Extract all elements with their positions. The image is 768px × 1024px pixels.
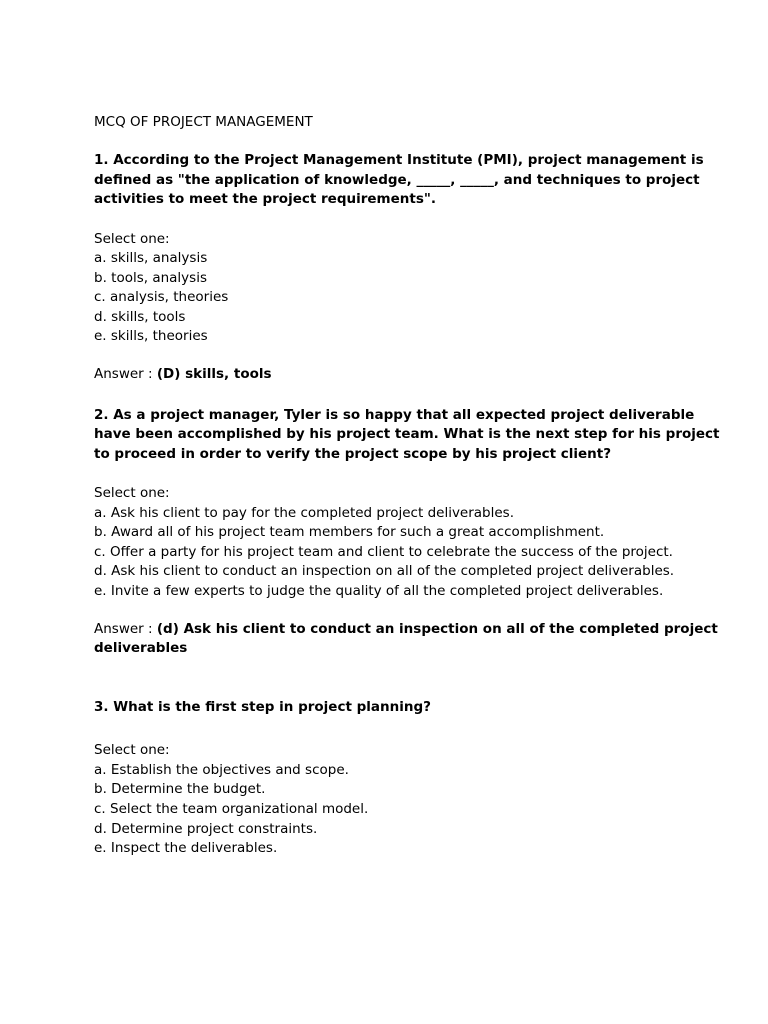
option-a: a. Ask his client to pay for the completed project deliverables. — [94, 504, 515, 521]
select-one-label: Select one: — [94, 485, 170, 502]
question-text: 2. As a project manager, Tyler is so happy that all expected project deliverable have been accomplished by his project team. What is the next step for his project to proceed in order to verify the project scope by his project client? — [94, 406, 720, 462]
select-one-label: Select one: — [94, 742, 170, 759]
option-b: b. Award all of his project team members for such a great accomplishment. — [94, 524, 605, 541]
answer-label: Answer : — [94, 620, 153, 637]
option-c: c. analysis, theories — [94, 289, 229, 306]
answer-value: (d) Ask his client to conduct an inspection on all of the completed project deliverables — [94, 620, 718, 657]
option-a: a. Establish the objectives and scope. — [94, 761, 349, 778]
question-2 — [94, 406, 734, 659]
document-page — [94, 112, 734, 877]
option-b: b. Determine the budget. — [94, 781, 266, 798]
options-list — [94, 249, 734, 347]
option-c: c. Select the team organizational model. — [94, 800, 369, 817]
question-1 — [94, 151, 734, 385]
select-one-label: Select one: — [94, 230, 170, 247]
option-d: d. Determine project constraints. — [94, 820, 318, 837]
question-text: 1. According to the Project Management Institute (PMI), project management is defined as "the application of knowledge, _____, _____, and techniques to project activities to meet the project requirements". — [94, 152, 704, 207]
option-c: c. Offer a party for his project team and client to celebrate the success of the project. — [94, 543, 673, 560]
option-a: a. skills, analysis — [94, 250, 208, 267]
options-list — [94, 761, 734, 859]
option-e: e. Inspect the deliverables. — [94, 840, 278, 857]
question-3 — [94, 698, 734, 859]
answer — [94, 365, 734, 385]
question-text: 3. What is the first step in project planning? — [94, 698, 431, 715]
answer-value: (D) skills, tools — [156, 366, 272, 383]
options-list — [94, 504, 734, 602]
document-title: MCQ OF PROJECT MANAGEMENT — [94, 114, 313, 130]
option-d: d. Ask his client to conduct an inspection on all of the completed project deliverables. — [94, 563, 675, 580]
option-e: e. skills, theories — [94, 328, 208, 345]
option-e: e. Invite a few experts to judge the quality of all the completed project deliverables. — [94, 583, 664, 600]
answer-label: Answer : — [94, 366, 153, 383]
option-d: d. skills, tools — [94, 308, 186, 325]
option-b: b. tools, analysis — [94, 269, 207, 286]
answer — [94, 620, 734, 659]
